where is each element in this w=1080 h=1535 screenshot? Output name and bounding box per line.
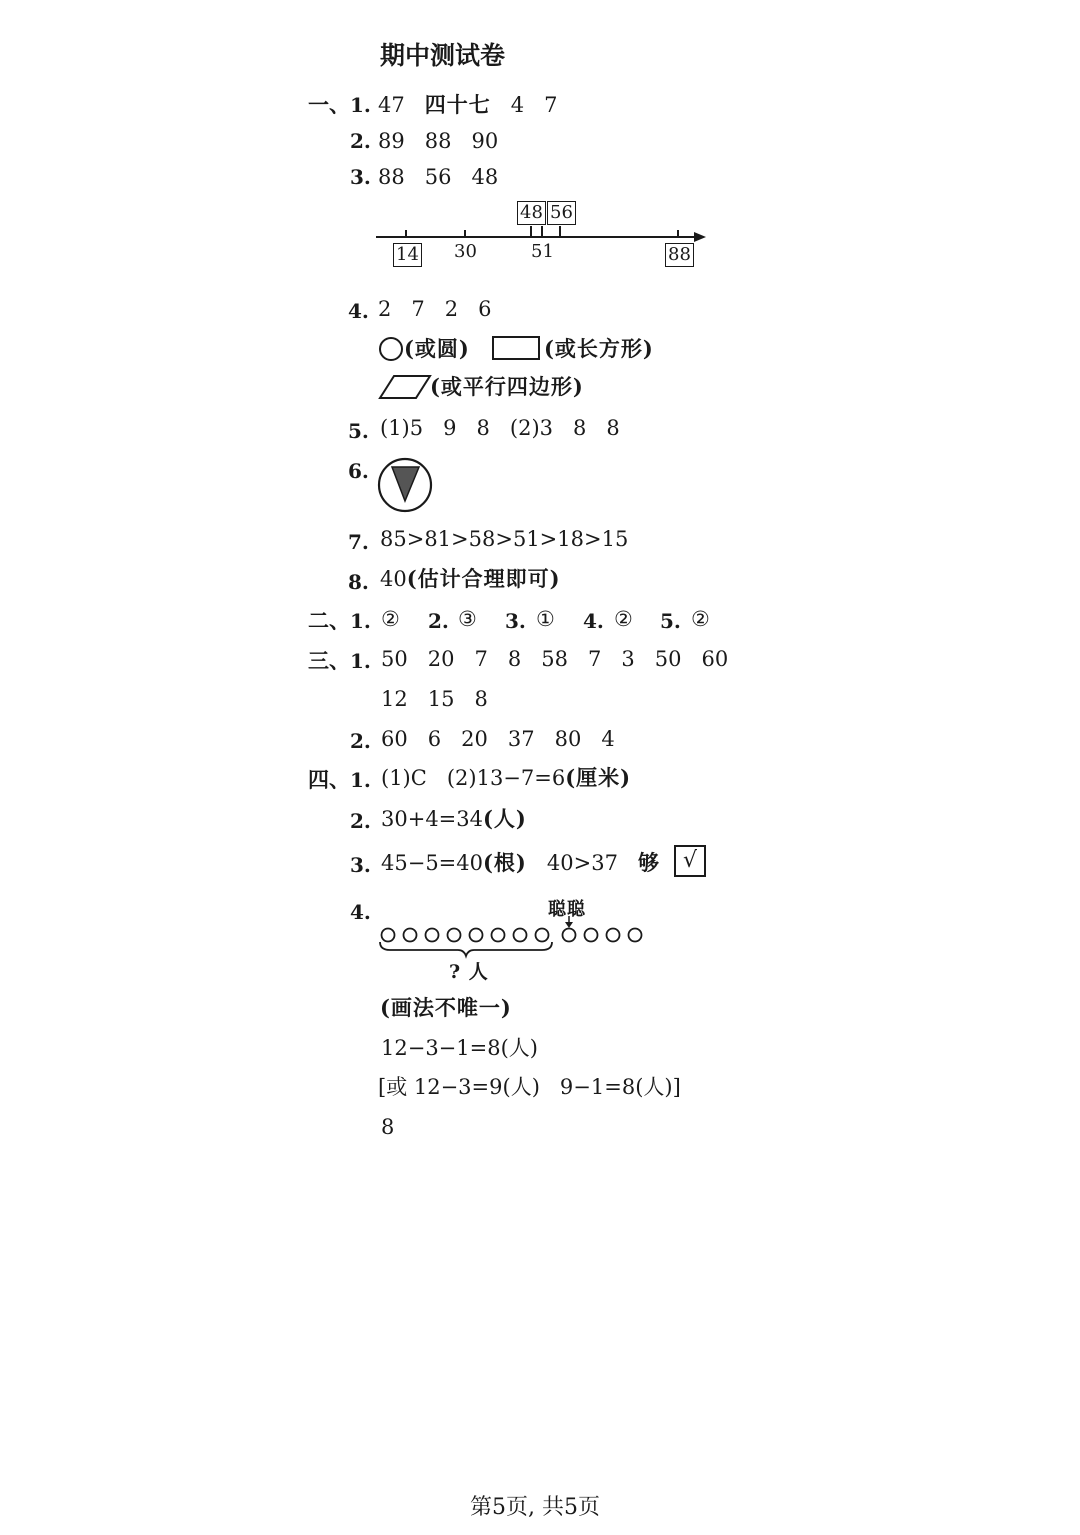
numberline-label-30: 30 [454, 241, 477, 262]
s1-q3-num: 3. [350, 165, 371, 189]
arrow-head-icon [694, 232, 706, 242]
s1-q7-num: 7. [348, 530, 369, 554]
check-mark-icon: √ [674, 845, 706, 877]
numberline-box-48: 48 [517, 201, 546, 225]
s4-q4-num: 4. [350, 900, 371, 924]
parallelogram-note: (或平行四边形) [430, 374, 584, 399]
s1-q4-num: 4. [348, 299, 369, 323]
numberline-box-88: 88 [665, 243, 694, 267]
drawing-note: (画法不唯一) [380, 995, 512, 1020]
s1-q2-num: 2. [350, 129, 371, 153]
down-arrow-icon [565, 922, 573, 928]
rectangle-shape-icon [492, 335, 544, 365]
equation-2: [或 12−3=9(人) 9−1=8(人)] [378, 1075, 681, 1099]
congcong-label: 聪聪 [548, 899, 586, 920]
s3-q2-num: 2. [350, 729, 371, 753]
s2-item-4-num: 4. [583, 609, 604, 633]
s4-q2-num: 2. [350, 809, 371, 833]
s4-q3-num: 3. [350, 853, 371, 877]
circle-with-triangle-icon [377, 456, 437, 516]
s1-q1-answer: 47 四十七 4 7 [378, 92, 558, 117]
circles-row [382, 929, 642, 942]
final-answer: 8 [381, 1115, 395, 1139]
page-footer: 第5页, 共5页 [470, 1495, 600, 1520]
s1-q3-answer: 88 56 48 [378, 165, 499, 189]
question-people-label: ? 人 [449, 961, 489, 983]
s3-q1-line1: 50 20 7 8 58 7 3 50 60 [381, 647, 729, 671]
s1-q5-answer: (1)5 9 8 (2)3 8 8 [380, 416, 620, 440]
s4-q1-num: 1. [350, 768, 371, 792]
s3-q1-num: 1. [350, 649, 371, 673]
s1-q7-answer: 85>81>58>51>18>15 [380, 527, 629, 551]
s3-q2-answer: 60 6 20 37 80 4 [381, 727, 615, 751]
page-title: 期中测试卷 [380, 41, 506, 70]
brace-icon [380, 942, 552, 956]
rectangle-note: (或长方形) [544, 336, 654, 361]
s2-item-3-num: 3. [505, 609, 526, 633]
s3-q1-line2: 12 15 8 [381, 687, 488, 711]
s2-item-4-answer: ② [614, 607, 633, 631]
s2-item-5-answer: ② [691, 607, 710, 631]
circle-note: (或圆) [404, 336, 470, 361]
section-2-label: 二、 [308, 608, 350, 633]
s1-q8-num: 8. [348, 570, 369, 594]
section-3-label: 三、 [308, 648, 350, 673]
section-1-label: 一、 [308, 92, 350, 117]
section-4-label: 四、 [308, 767, 350, 792]
s2-item-3-answer: ① [536, 607, 555, 631]
numberline-box-14: 14 [393, 243, 422, 267]
numberline-label-51: 51 [531, 241, 554, 262]
s2-item-2-answer: ③ [458, 607, 477, 631]
equation-1: 12−3−1=8(人) [381, 1036, 538, 1060]
s1-q8-answer: 40(估计合理即可) [380, 566, 561, 591]
s1-q5-num: 5. [348, 419, 369, 443]
parallelogram-shape-icon [378, 374, 434, 404]
s1-q2-answer: 89 88 90 [378, 129, 499, 153]
s4-q2-answer: 30+4=34(人) [381, 806, 527, 831]
s2-item-1-answer: ② [381, 607, 400, 631]
s2-item-2-num: 2. [428, 609, 449, 633]
numberline-box-56: 56 [547, 201, 576, 225]
s2-item-5-num: 5. [660, 609, 681, 633]
s1-q1-num: 1. [350, 93, 371, 117]
s1-q4-answer: 2 7 2 6 [378, 297, 492, 321]
people-diagram [376, 912, 676, 982]
s4-q1-answer: (1)C (2)13−7=6(厘米) [381, 765, 632, 790]
s1-q6-num: 6. [348, 459, 369, 483]
s4-q3-answer: 45−5=40(根) 40>37 够 [381, 850, 660, 875]
s2-item-1-num: 1. [350, 609, 371, 633]
